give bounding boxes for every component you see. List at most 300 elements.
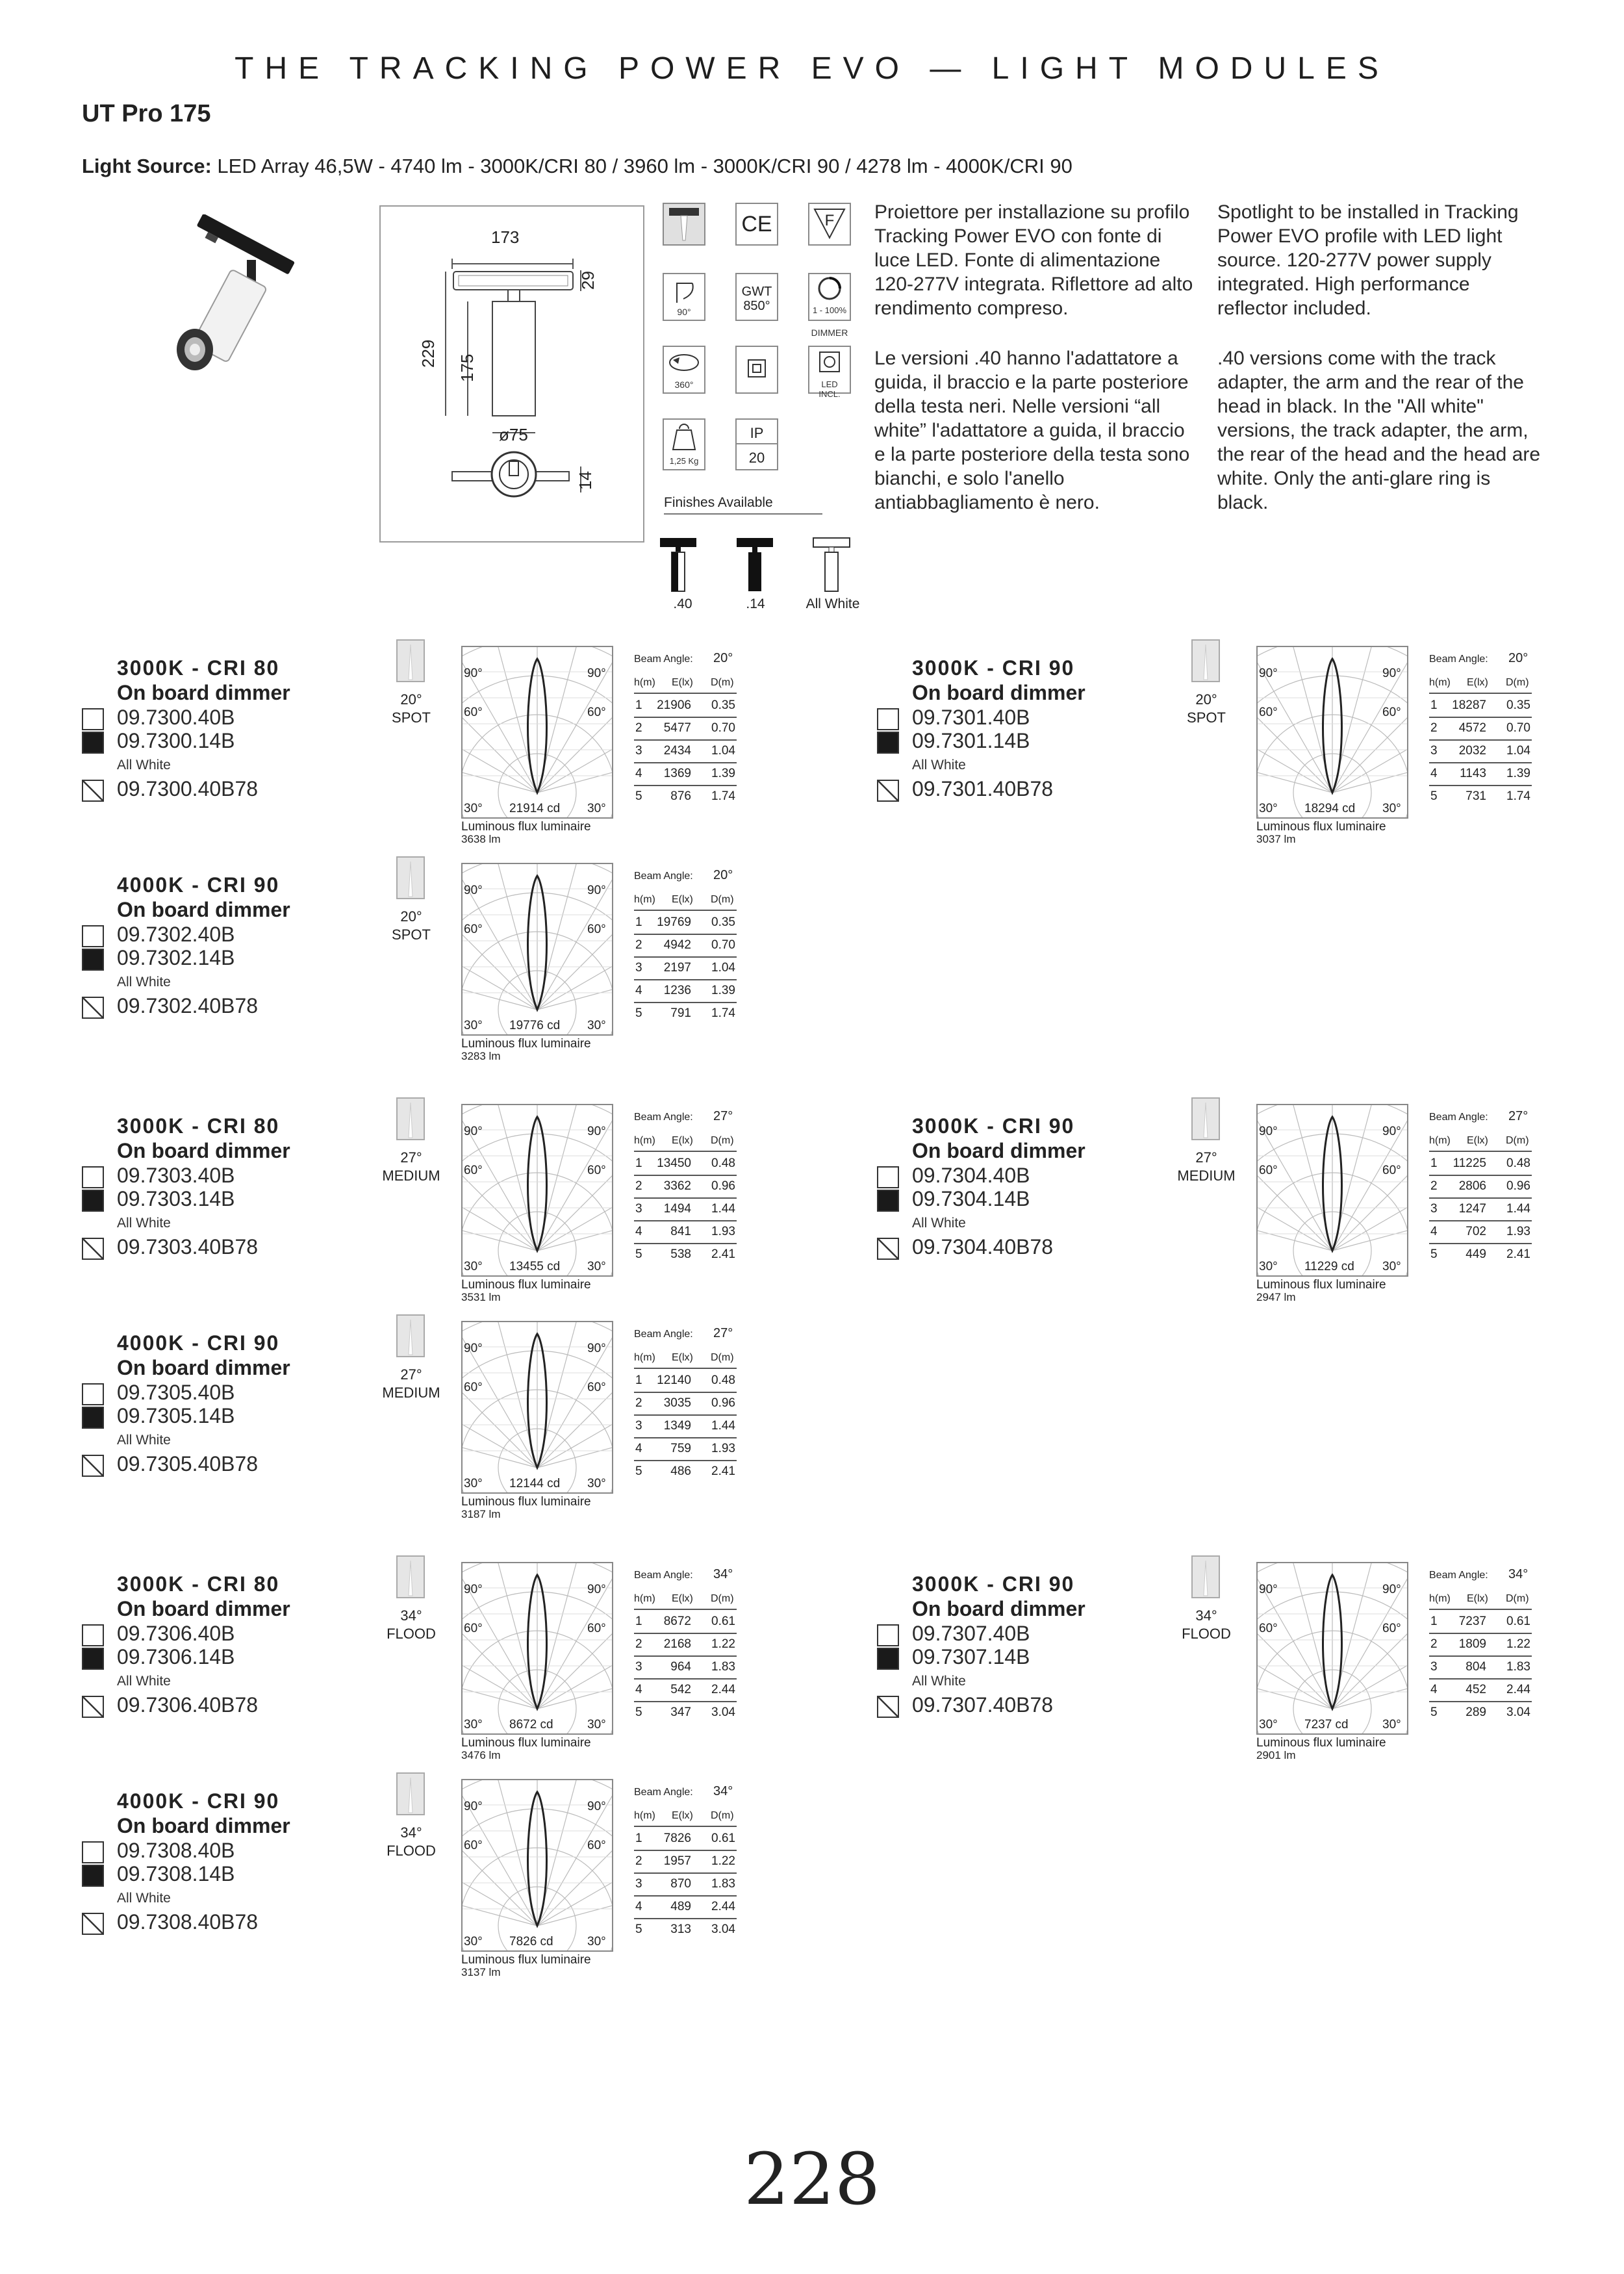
table-row — [634, 739, 737, 763]
luminous-flux-value: 3283 lm — [461, 1050, 501, 1062]
dimmer-label: On board dimmer — [912, 681, 1085, 704]
product-code: 09.7301.40B78 — [912, 777, 1054, 800]
cell-height: 2 — [635, 721, 642, 735]
cell-diameter: 1.93 — [1506, 1225, 1530, 1238]
table-row — [634, 1633, 737, 1657]
cell-illuminance: 2434 — [663, 744, 691, 758]
polar-angle-90-left: 90° — [464, 1800, 483, 1813]
product-code: 09.7302.14B — [117, 946, 235, 969]
finish-swatch-black — [82, 1190, 104, 1212]
beam-angle-value: 34° — [400, 1824, 422, 1841]
product-code: 09.7303.40B — [117, 1164, 235, 1187]
polar-angle-90-left: 90° — [464, 884, 483, 897]
description-en-p2: .40 versions come with the track adapter, the arm and the rear of the head in black. In the "All white" versions, the track adapter, the arm, the rear of the head and the head are white. Only the anti-glare ring is black. — [1217, 348, 1541, 513]
cell-height: 4 — [635, 1442, 642, 1455]
beam-type: FLOOD — [387, 1626, 436, 1642]
finish-label-40: .40 — [673, 596, 692, 611]
polar-angle-60-left: 60° — [464, 1164, 483, 1177]
product-code: 09.7301.14B — [912, 729, 1030, 752]
cell-diameter: 0.61 — [1506, 1615, 1530, 1628]
page-title: THE TRACKING POWER EVO — LIGHT MODULES — [235, 51, 1389, 86]
beam-icon — [1191, 1555, 1220, 1598]
cell-illuminance: 1349 — [663, 1419, 691, 1433]
cell-illuminance: 4942 — [663, 938, 691, 952]
variant-title: 3000K - CRI 80 — [117, 1114, 280, 1138]
product-code: 09.7301.40B — [912, 706, 1030, 729]
finish-swatch-black — [877, 732, 899, 754]
product-code: 09.7300.40B78 — [117, 777, 259, 800]
cell-height: 1 — [635, 698, 642, 712]
cell-illuminance: 1369 — [663, 767, 691, 780]
luminous-flux-label: Luminous flux luminaire — [461, 820, 591, 834]
candela-value: 12144 cd — [509, 1477, 561, 1490]
cell-height: 5 — [635, 1247, 642, 1261]
cell-height: 2 — [1430, 721, 1438, 735]
table-row — [634, 717, 737, 741]
column-header-h: h(m) — [634, 1135, 655, 1146]
tilt-icon: 90° — [663, 273, 705, 321]
polar-angle-60-left: 60° — [464, 1381, 483, 1394]
cell-height: 3 — [635, 744, 642, 758]
cell-illuminance: 1957 — [663, 1854, 691, 1868]
product-code: 09.7308.40B78 — [117, 1910, 259, 1934]
finish-swatch-black-arm — [82, 1624, 104, 1646]
cell-height: 3 — [635, 961, 642, 975]
polar-angle-60-right: 60° — [1382, 1164, 1401, 1177]
beam-angle-label: Beam Angle: — [1429, 1112, 1488, 1123]
polar-angle-60-right: 60° — [1382, 1622, 1401, 1635]
polar-angle-30-left: 30° — [1259, 1718, 1278, 1731]
cell-illuminance: 1494 — [663, 1202, 691, 1216]
variant-title: 4000K - CRI 90 — [117, 873, 280, 897]
luminous-flux-value: 3638 lm — [461, 833, 501, 845]
product-code: 09.7307.40B — [912, 1622, 1030, 1645]
luminous-flux-label: Luminous flux luminaire — [461, 1278, 591, 1292]
beam-angle-value: 27° — [400, 1366, 422, 1383]
cell-illuminance: 841 — [670, 1225, 691, 1238]
beam-type: MEDIUM — [382, 1168, 440, 1184]
polar-angle-30-left: 30° — [464, 1718, 483, 1731]
all-white-label: All White — [117, 1433, 171, 1448]
column-header-d: D(m) — [711, 894, 734, 905]
cell-illuminance: 791 — [670, 1006, 691, 1020]
cell-height: 5 — [635, 1923, 642, 1936]
luminous-flux-label: Luminous flux luminaire — [461, 1736, 591, 1750]
cell-diameter: 1.44 — [1506, 1202, 1530, 1216]
polar-angle-90-right: 90° — [587, 667, 606, 680]
luminous-flux-label: Luminous flux luminaire — [461, 1037, 591, 1051]
beam-icon — [396, 1314, 425, 1357]
column-header-e: E(lx) — [672, 1593, 693, 1604]
product-name: UT Pro 175 — [82, 100, 211, 127]
dimmer-label: On board dimmer — [912, 1139, 1085, 1162]
light-source — [82, 155, 1072, 178]
cell-diameter: 1.93 — [711, 1225, 735, 1238]
product-code: 09.7304.40B78 — [912, 1235, 1054, 1258]
table-row — [634, 911, 737, 935]
polar-angle-90-right: 90° — [587, 1342, 606, 1355]
polar-angle-90-right: 90° — [587, 1125, 606, 1138]
all-white-label: All White — [912, 758, 966, 773]
all-white-label: All White — [117, 1674, 171, 1689]
page-number: 228 — [744, 2138, 880, 2221]
polar-angle-30-right: 30° — [587, 1718, 606, 1731]
table-row — [634, 1460, 737, 1483]
variant-title: 3000K - CRI 80 — [117, 656, 280, 680]
cell-diameter: 1.44 — [711, 1419, 735, 1433]
led-incl-icon: LED INCL. — [808, 346, 851, 394]
column-header-d: D(m) — [711, 1135, 734, 1146]
finish-swatch-black-arm — [82, 1383, 104, 1405]
finish-swatch-black — [82, 949, 104, 971]
product-code: 09.7300.40B — [117, 706, 235, 729]
finish-swatch-black-arm — [82, 1841, 104, 1863]
cell-height: 5 — [635, 789, 642, 803]
polar-angle-90-right: 90° — [587, 1800, 606, 1813]
all-white-label: All White — [117, 758, 171, 773]
column-header-h: h(m) — [634, 677, 655, 688]
dim-total: 229 — [418, 339, 438, 368]
beam-angle-label: Beam Angle: — [1429, 1570, 1488, 1581]
polar-angle-90-right: 90° — [1382, 1125, 1401, 1138]
luminous-flux-value: 2901 lm — [1256, 1749, 1296, 1761]
candela-value: 7237 cd — [1304, 1718, 1349, 1731]
column-header-h: h(m) — [1429, 1593, 1451, 1604]
table-row — [1429, 1243, 1532, 1266]
light-source-label: Light Source: — [82, 155, 212, 177]
cell-illuminance: 702 — [1465, 1225, 1486, 1238]
product-code: 09.7308.40B — [117, 1839, 235, 1862]
variant-title: 3000K - CRI 80 — [117, 1572, 280, 1596]
beam-angle-table-value: 20° — [713, 651, 733, 665]
cell-diameter: 0.96 — [1506, 1179, 1530, 1193]
luminous-flux-value: 3037 lm — [1256, 833, 1296, 845]
cell-diameter: 0.70 — [711, 721, 735, 735]
cell-diameter: 0.35 — [1506, 698, 1530, 712]
polar-angle-60-left: 60° — [1259, 1164, 1278, 1177]
finish-swatch-white — [82, 1696, 104, 1718]
product-code: 09.7307.40B78 — [912, 1693, 1054, 1717]
table-row — [1429, 1655, 1532, 1680]
dim-width: 173 — [491, 227, 520, 247]
finish-swatch-black-arm — [877, 708, 899, 730]
cell-illuminance: 11225 — [1453, 1156, 1486, 1170]
cell-illuminance: 731 — [1465, 789, 1486, 803]
finish-swatch-white — [877, 1696, 899, 1718]
table-row — [634, 1369, 737, 1393]
cell-height: 5 — [635, 1464, 642, 1478]
table-row — [1429, 1220, 1532, 1244]
luminous-flux-value: 3476 lm — [461, 1749, 501, 1761]
product-code: 09.7306.14B — [117, 1645, 235, 1668]
cell-illuminance: 3362 — [663, 1179, 691, 1193]
beam-type: SPOT — [1187, 709, 1226, 726]
description-it-p2: Le versioni .40 hanno l'adattatore a guida, il braccio e la parte posteriore della testa neri. Nelle versioni “all white” l'adattatore a guida, il braccio e la parte posteriore della testa sono bianchi, e solo l'anello antiabbagliamento è nero. — [874, 348, 1190, 513]
cell-height: 1 — [635, 1832, 642, 1845]
cell-illuminance: 2197 — [663, 961, 691, 975]
column-header-h: h(m) — [1429, 677, 1451, 688]
finish-swatch-black-arm — [82, 925, 104, 947]
product-code: 09.7305.40B — [117, 1381, 235, 1404]
cell-diameter: 2.41 — [711, 1464, 735, 1478]
product-code: 09.7306.40B78 — [117, 1693, 259, 1717]
polar-angle-30-left: 30° — [464, 802, 483, 815]
beam-type: FLOOD — [387, 1843, 436, 1859]
polar-angle-90-left: 90° — [1259, 1125, 1278, 1138]
table-row — [1429, 1678, 1532, 1702]
cell-height: 2 — [1430, 1179, 1438, 1193]
variant-title: 4000K - CRI 90 — [117, 1331, 280, 1355]
description-it-p1: Proiettore per installazione su profilo Tracking Power EVO con fonte di luce LED. Fonte di alimentazione 120-277V integrata. Riflettore ad alto rendimento compreso. — [874, 201, 1193, 319]
cell-diameter: 1.04 — [711, 961, 735, 975]
finish-swatch-white — [82, 780, 104, 802]
cell-height: 5 — [1430, 789, 1438, 803]
polar-angle-60-right: 60° — [587, 1164, 606, 1177]
finish-all-white-image — [812, 534, 864, 593]
weight-icon: 1,25 Kg — [663, 418, 705, 470]
cell-height: 2 — [635, 1637, 642, 1651]
cell-diameter: 0.35 — [711, 698, 735, 712]
column-header-d: D(m) — [711, 1352, 734, 1363]
finish-label-all-white: All White — [806, 596, 860, 611]
candela-value: 13455 cd — [509, 1260, 561, 1273]
cell-height: 4 — [635, 1900, 642, 1913]
cell-diameter: 2.41 — [711, 1247, 735, 1261]
beam-angle-label: Beam Angle: — [634, 654, 693, 665]
dimmer-label: On board dimmer — [117, 681, 290, 704]
finish-swatch-black — [877, 1648, 899, 1670]
column-header-e: E(lx) — [672, 677, 693, 688]
column-header-h: h(m) — [634, 1810, 655, 1821]
beam-type: SPOT — [392, 709, 431, 726]
cell-illuminance: 21906 — [657, 698, 691, 712]
beam-angle-table-value: 34° — [713, 1567, 733, 1581]
table-row — [1429, 1701, 1532, 1724]
table-row — [634, 1392, 737, 1416]
luminous-flux-value: 3531 lm — [461, 1291, 501, 1303]
polar-angle-30-left: 30° — [464, 1935, 483, 1948]
product-image — [169, 214, 299, 377]
technical-drawing — [379, 205, 644, 543]
polar-angle-90-left: 90° — [464, 1342, 483, 1355]
polar-angle-30-right: 30° — [587, 1260, 606, 1273]
variant-title: 4000K - CRI 90 — [117, 1789, 280, 1813]
description-english — [1217, 200, 1542, 541]
cell-height: 1 — [1430, 1615, 1438, 1628]
dimmer-label: On board dimmer — [117, 898, 290, 921]
cell-illuminance: 2168 — [663, 1637, 691, 1651]
variant-title: 3000K - CRI 90 — [912, 1572, 1075, 1596]
dim-diameter: ø75 — [499, 425, 528, 444]
polar-angle-90-left: 90° — [464, 667, 483, 680]
polar-angle-90-right: 90° — [587, 1583, 606, 1596]
table-row — [634, 694, 737, 718]
beam-angle-value: 34° — [1195, 1607, 1217, 1624]
cell-illuminance: 542 — [670, 1683, 691, 1696]
polar-angle-60-left: 60° — [464, 1622, 483, 1635]
all-white-label: All White — [117, 975, 171, 990]
finish-label-14: .14 — [746, 596, 765, 611]
polar-angle-30-right: 30° — [587, 1935, 606, 1948]
cell-height: 4 — [635, 767, 642, 780]
column-header-d: D(m) — [711, 677, 734, 688]
cell-illuminance: 8672 — [663, 1615, 691, 1628]
column-header-d: D(m) — [711, 1593, 734, 1604]
table-row — [1429, 762, 1532, 786]
table-row — [1429, 1197, 1532, 1221]
cell-illuminance: 876 — [670, 789, 691, 803]
luminous-flux-value: 3137 lm — [461, 1966, 501, 1978]
column-header-e: E(lx) — [1467, 677, 1488, 688]
cell-illuminance: 1143 — [1460, 767, 1486, 780]
cell-diameter: 2.44 — [711, 1900, 735, 1913]
cell-illuminance: 7826 — [663, 1832, 691, 1845]
polar-angle-90-left: 90° — [1259, 1583, 1278, 1596]
cell-height: 2 — [635, 1179, 642, 1193]
polar-angle-90-left: 90° — [464, 1125, 483, 1138]
cell-illuminance: 1809 — [1458, 1637, 1486, 1651]
polar-angle-60-right: 60° — [1382, 706, 1401, 719]
beam-type: SPOT — [392, 926, 431, 943]
cell-illuminance: 1236 — [663, 984, 691, 997]
beam-angle-label: Beam Angle: — [634, 1787, 693, 1798]
cell-height: 1 — [635, 915, 642, 929]
polar-angle-30-left: 30° — [464, 1260, 483, 1273]
product-code: 09.7307.14B — [912, 1645, 1030, 1668]
table-row — [1429, 785, 1532, 808]
table-row — [634, 934, 737, 958]
column-header-d: D(m) — [1506, 1135, 1529, 1146]
cell-illuminance: 486 — [670, 1464, 691, 1478]
ip-rating-icon: IP 20 — [735, 418, 778, 470]
luminous-flux-label: Luminous flux luminaire — [1256, 820, 1386, 834]
table-row — [634, 979, 737, 1003]
cell-height: 1 — [1430, 1156, 1438, 1170]
gwt-icon: GWT 850° — [735, 273, 778, 321]
cell-illuminance: 964 — [670, 1660, 691, 1674]
cell-illuminance: 870 — [670, 1877, 691, 1891]
beam-icon — [1191, 1097, 1220, 1140]
finish-swatch-black-arm — [82, 1166, 104, 1188]
column-header-d: D(m) — [1506, 1593, 1529, 1604]
cell-illuminance: 2032 — [1458, 744, 1486, 758]
description-italian — [874, 200, 1199, 541]
cell-height: 3 — [1430, 744, 1438, 758]
cell-height: 3 — [1430, 1660, 1438, 1674]
rotation-icon: 360° — [663, 346, 705, 394]
product-code: 09.7300.14B — [117, 729, 235, 752]
finish-swatch-black-arm — [877, 1166, 899, 1188]
polar-angle-60-right: 60° — [587, 1839, 606, 1852]
table-row — [634, 785, 737, 808]
beam-angle-value: 27° — [400, 1149, 422, 1166]
candela-value: 18294 cd — [1304, 802, 1356, 815]
cell-height: 1 — [1430, 698, 1438, 712]
candela-value: 11229 cd — [1304, 1260, 1354, 1273]
cell-illuminance: 2806 — [1458, 1179, 1486, 1193]
dimmer-label: On board dimmer — [117, 1356, 290, 1379]
beam-icon — [396, 1555, 425, 1598]
variant-title: 3000K - CRI 90 — [912, 656, 1075, 680]
cell-illuminance: 804 — [1465, 1660, 1486, 1674]
finish-swatch-white — [82, 1238, 104, 1260]
beam-angle-value: 20° — [400, 908, 422, 925]
all-white-label: All White — [117, 1891, 171, 1906]
finish-swatch-black — [82, 1407, 104, 1429]
column-header-h: h(m) — [634, 1593, 655, 1604]
finish-14-image — [735, 534, 787, 593]
cell-diameter: 1.74 — [1506, 789, 1530, 803]
finish-swatch-black-arm — [82, 708, 104, 730]
cell-diameter: 1.39 — [711, 984, 735, 997]
polar-angle-30-right: 30° — [1382, 1260, 1401, 1273]
luminous-flux-value: 2947 lm — [1256, 1291, 1296, 1303]
column-header-d: D(m) — [1506, 677, 1529, 688]
beam-angle-value: 27° — [1195, 1149, 1217, 1166]
polar-angle-60-left: 60° — [1259, 706, 1278, 719]
cell-diameter: 1.83 — [711, 1660, 735, 1674]
table-row — [634, 1220, 737, 1244]
table-row — [634, 1655, 737, 1680]
variant-title: 3000K - CRI 90 — [912, 1114, 1075, 1138]
table-row — [634, 762, 737, 786]
beam-icon — [396, 1772, 425, 1815]
cell-diameter: 1.22 — [711, 1854, 735, 1868]
table-row — [634, 1197, 737, 1221]
cell-height: 1 — [635, 1373, 642, 1387]
cell-height: 2 — [635, 1396, 642, 1410]
column-header-h: h(m) — [634, 894, 655, 905]
cell-diameter: 1.39 — [1506, 767, 1530, 780]
polar-angle-30-right: 30° — [1382, 802, 1401, 815]
polar-angle-30-left: 30° — [464, 1019, 483, 1032]
cell-diameter: 0.70 — [711, 938, 735, 952]
cell-height: 3 — [1430, 1202, 1438, 1216]
table-row — [634, 1872, 737, 1897]
table-row — [1429, 694, 1532, 718]
cell-height: 1 — [635, 1615, 642, 1628]
cell-illuminance: 759 — [670, 1442, 691, 1455]
cell-illuminance: 289 — [1465, 1706, 1486, 1719]
table-row — [634, 956, 737, 980]
dimmer-label: On board dimmer — [117, 1139, 290, 1162]
cell-diameter: 3.04 — [711, 1923, 735, 1936]
candela-value: 21914 cd — [509, 802, 561, 815]
candela-value: 7826 cd — [509, 1935, 553, 1948]
beam-angle-table-value: 20° — [1508, 651, 1529, 665]
luminous-flux-label: Luminous flux luminaire — [1256, 1278, 1386, 1292]
cell-diameter: 1.44 — [711, 1202, 735, 1216]
cell-diameter: 0.61 — [711, 1615, 735, 1628]
cell-illuminance: 13450 — [657, 1156, 691, 1170]
finish-swatch-white — [877, 780, 899, 802]
cell-height: 5 — [1430, 1247, 1438, 1261]
beam-angle-label: Beam Angle: — [634, 1329, 693, 1340]
cell-diameter: 1.83 — [1506, 1660, 1530, 1674]
finish-swatch-black — [82, 1865, 104, 1887]
product-code: 09.7304.14B — [912, 1187, 1030, 1210]
cell-height: 4 — [1430, 1225, 1438, 1238]
cell-height: 4 — [635, 1225, 642, 1238]
cell-diameter: 0.61 — [711, 1832, 735, 1845]
polar-angle-30-right: 30° — [1382, 1718, 1401, 1731]
polar-angle-60-right: 60° — [587, 706, 606, 719]
cell-height: 5 — [635, 1006, 642, 1020]
column-header-d: D(m) — [711, 1810, 734, 1821]
table-row — [634, 1918, 737, 1941]
cell-diameter: 0.70 — [1506, 721, 1530, 735]
dim-body: 175 — [457, 353, 477, 382]
